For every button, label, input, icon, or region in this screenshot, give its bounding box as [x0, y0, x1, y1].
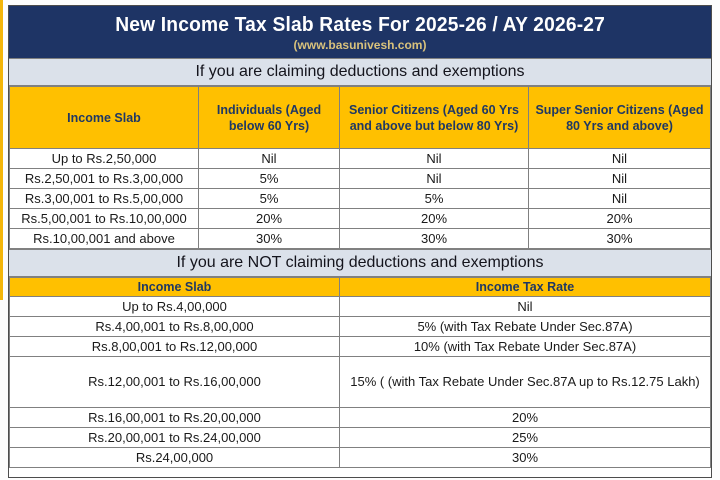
rate-cell: 20%	[529, 209, 711, 229]
column-header-senior-citizens: Senior Citizens (Aged 60 Yrs and above but below 80 Yrs)	[340, 87, 529, 149]
table-row	[10, 317, 711, 337]
slab-cell: Rs.16,00,001 to Rs.20,00,000	[10, 408, 340, 428]
slab-cell: Up to Rs.4,00,000	[10, 297, 340, 317]
section-heading-deductions: If you are claiming deductions and exemptions	[9, 58, 711, 86]
rate-cell: Nil	[340, 169, 529, 189]
column-header-income-slab: Income Slab	[10, 87, 199, 149]
rate-cell: 5% (with Tax Rebate Under Sec.87A)	[340, 317, 711, 337]
slab-cell: Rs.20,00,001 to Rs.24,00,000	[10, 428, 340, 448]
slab-cell: Up to Rs.2,50,000	[10, 149, 199, 169]
slab-cell: Rs.8,00,001 to Rs.12,00,000	[10, 337, 340, 357]
table-without-deductions	[9, 277, 711, 468]
website-caption: (www.basunivesh.com)	[293, 37, 427, 52]
rate-cell: 30%	[529, 229, 711, 249]
section-heading-no-deductions: If you are NOT claiming deductions and exemptions	[9, 249, 711, 277]
table-row	[10, 428, 711, 448]
title-banner	[9, 6, 711, 58]
table-row	[10, 448, 711, 468]
table-row	[10, 209, 711, 229]
table-header-row	[10, 278, 711, 297]
rate-cell: 25%	[340, 428, 711, 448]
slab-cell: Rs.10,00,001 and above	[10, 229, 199, 249]
table-row	[10, 229, 711, 249]
rate-cell: 30%	[199, 229, 340, 249]
rate-cell: Nil	[529, 189, 711, 209]
rate-cell: 20%	[340, 408, 711, 428]
column-header-super-senior-citizens: Super Senior Citizens (Aged 80 Yrs and above)	[529, 87, 711, 149]
rate-cell: Nil	[529, 169, 711, 189]
rate-cell: 30%	[340, 448, 711, 468]
slab-cell: Rs.24,00,000	[10, 448, 340, 468]
column-header-income-tax-rate: Income Tax Rate	[340, 278, 711, 297]
rate-cell: Nil	[340, 149, 529, 169]
table-row	[10, 357, 711, 408]
rate-cell: 15% ( (with Tax Rebate Under Sec.87A up to Rs.12.75 Lakh)	[340, 357, 711, 408]
rate-cell: Nil	[340, 297, 711, 317]
rate-cell: 5%	[199, 169, 340, 189]
slab-cell: Rs.3,00,001 to Rs.5,00,000	[10, 189, 199, 209]
table-row	[10, 408, 711, 428]
table-with-deductions	[9, 86, 711, 249]
rate-cell: Nil	[199, 149, 340, 169]
rate-cell: 20%	[340, 209, 529, 229]
table-row	[10, 189, 711, 209]
table-row	[10, 169, 711, 189]
slab-cell: Rs.4,00,001 to Rs.8,00,000	[10, 317, 340, 337]
rate-cell: 5%	[199, 189, 340, 209]
page-title: New Income Tax Slab Rates For 2025-26 / AY 2026-27	[115, 13, 605, 36]
table-row	[10, 149, 711, 169]
left-gold-edge-strip	[0, 0, 3, 300]
table-row	[10, 297, 711, 317]
tax-slab-sheet	[8, 5, 712, 478]
table-header-row	[10, 87, 711, 149]
slab-cell: Rs.5,00,001 to Rs.10,00,000	[10, 209, 199, 229]
column-header-individuals: Individuals (Aged below 60 Yrs)	[199, 87, 340, 149]
rate-cell: 10% (with Tax Rebate Under Sec.87A)	[340, 337, 711, 357]
rate-cell: 20%	[199, 209, 340, 229]
slab-cell: Rs.12,00,001 to Rs.16,00,000	[10, 357, 340, 408]
rate-cell: 5%	[340, 189, 529, 209]
slab-cell: Rs.2,50,001 to Rs.3,00,000	[10, 169, 199, 189]
column-header-income-slab: Income Slab	[10, 278, 340, 297]
rate-cell: 30%	[340, 229, 529, 249]
rate-cell: Nil	[529, 149, 711, 169]
table-row	[10, 337, 711, 357]
